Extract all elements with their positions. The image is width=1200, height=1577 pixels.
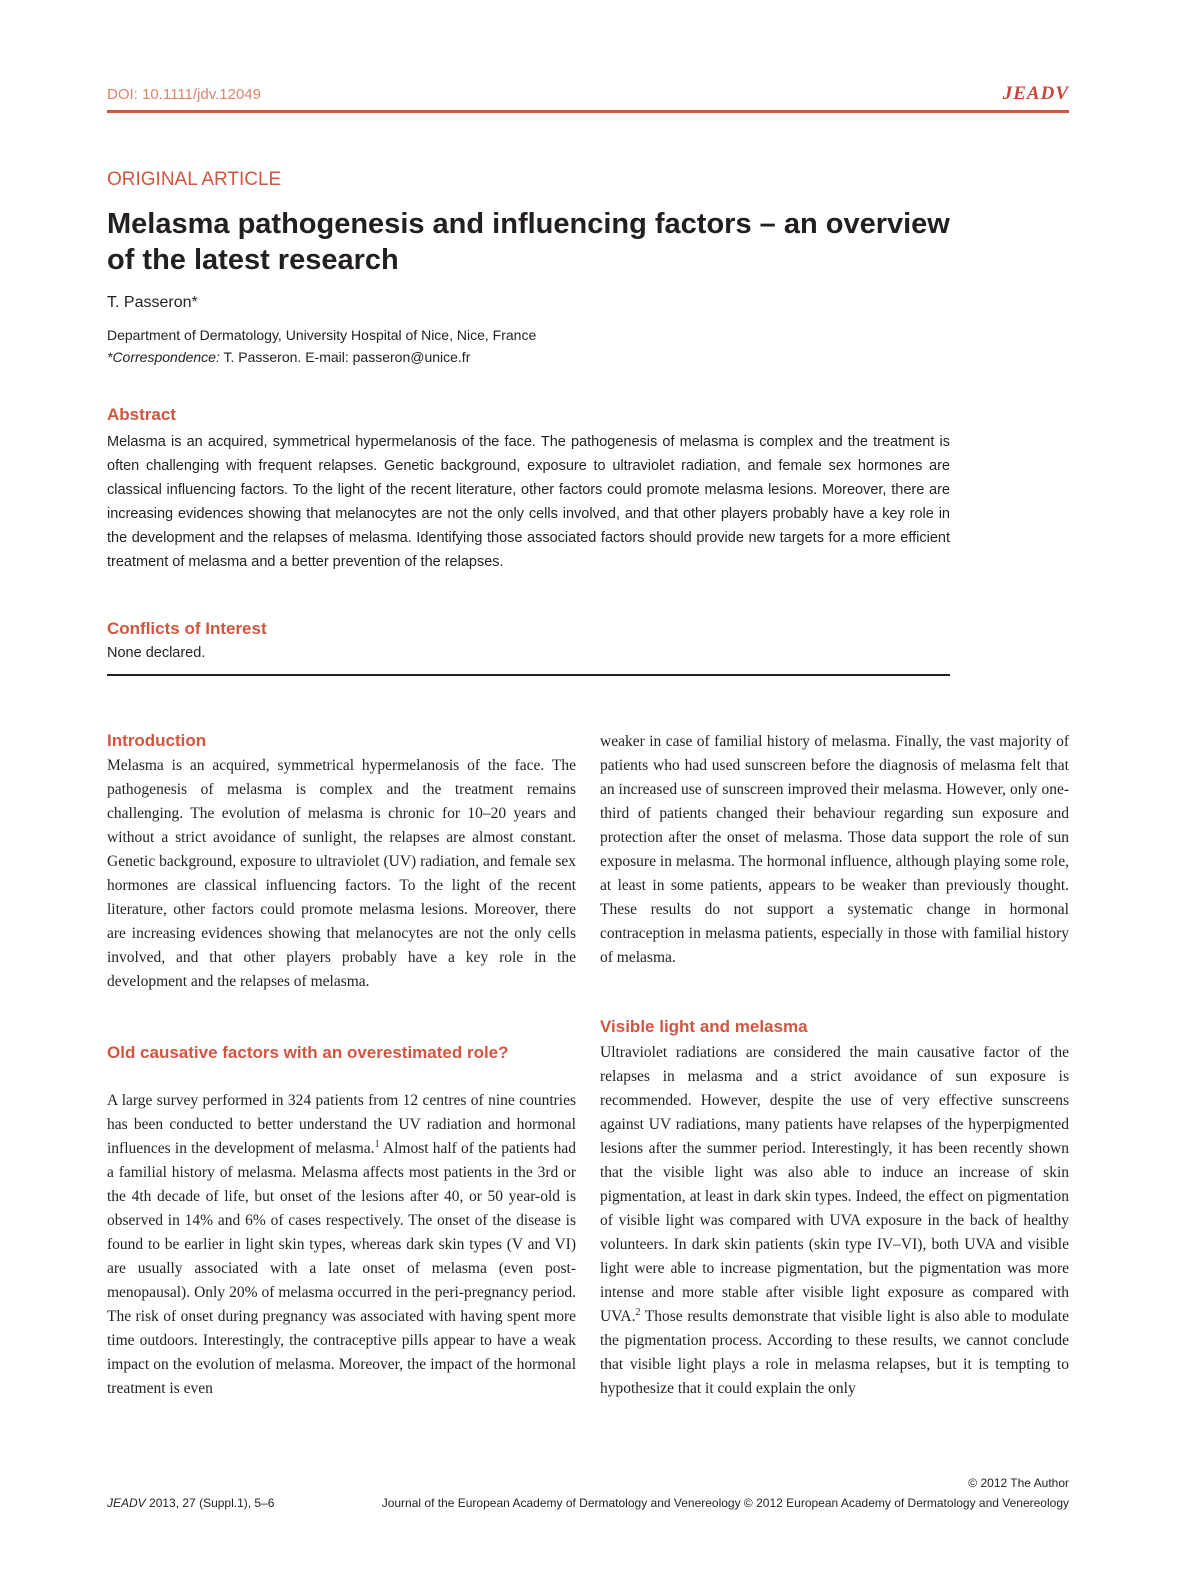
visible-light-heading: Visible light and melasma [600, 1017, 808, 1036]
doi: DOI: 10.1111/jdv.12049 [107, 86, 261, 103]
conflicts-heading: Conflicts of Interest [107, 619, 267, 638]
reference-2[interactable]: 2 [635, 1306, 641, 1318]
correspondence-text: T. Passeron. E-mail: passeron@unice.fr [219, 349, 471, 365]
conflicts-text: None declared. [107, 645, 206, 661]
author: T. Passeron* [107, 294, 198, 311]
abstract-text: Melasma is an acquired, symmetrical hypermelanosis of the face. The pathogenesis of melasma is complex and the treatment is often challenging with frequent relapses. Genetic background, exposure to ultraviolet radiation, and female sex hormones are classical influencing factors. To the light of the recent literature, other factors could promote melasma lesions. Moreover, there are increasing evidences showing that melanocytes are not the only cells involved, and that other players probably have a key role in the development and the relapses of melasma. Identifying those associated factors should provide new targets for a more efficient treatment of melasma and a better prevention of the relapses. [107, 434, 950, 570]
old-factors-text [107, 1089, 576, 1401]
introduction-heading: Introduction [107, 731, 207, 750]
footer-copyright: © 2012 The Author [968, 1476, 1069, 1490]
footer-citation [107, 1496, 274, 1510]
visible-light-text-part-2: Those results demonstrate that visible light is also able to modulate the pigmentation process. According to these results, we cannot conclude that visible light plays a role in melasma relapses, but it is tempting to hypothesize that it could explain the only [600, 1308, 1069, 1397]
journal-logo: JEADV [1002, 83, 1069, 104]
abstract-rule [107, 674, 950, 676]
visible-light-text [600, 1041, 1069, 1401]
visible-light-text-part-1: Ultraviolet radiations are considered the main causative factor of the relapses in melasma and a strict avoidance of sun exposure is recommended. However, despite the use of very effective sunscreens against UV radiations, many patients have relapses of the hyperpigmented lesions after the summer period. Interestingly, it has been recently shown that the visible light was also able to induce an increase of skin pigmentation, at least in dark skin types. Indeed, the effect on pigmentation of visible light was compared with UVA exposure in the back of healthy volunteers. In dark skin patients (skin type IV–VI), both UVA and visible light were able to increase pigmentation, but the pigmentation was more intense and more stable after visible light exposure as compared with UVA. [600, 1044, 1069, 1325]
correspondence-label: *Correspondence: [107, 349, 220, 365]
introduction-text: Melasma is an acquired, symmetrical hypermelanosis of the face. The pathogenesis of melasma is complex and the treatment remains challenging. The evolution of melasma is chronic for 10–20 years and without a strict avoidance of sunlight, the relapses are almost constant. Genetic background, exposure to ultraviolet (UV) radiation, and female sex hormones are classical influencing factors. To the light of the recent literature, other factors could promote melasma lesions. Moreover, there are increasing evidences showing that melanocytes are not the only cells involved, and that other players probably have a key role in the development and the relapses of melasma. [107, 757, 576, 990]
affiliation: Department of Dermatology, University Hospital of Nice, Nice, France [107, 327, 537, 343]
abstract-heading: Abstract [107, 405, 176, 424]
correspondence [107, 349, 470, 365]
header-rule [107, 110, 1069, 113]
old-factors-heading: Old causative factors with an overestimated role? [107, 1043, 509, 1062]
article-title: Melasma pathogenesis and influencing factors – an overview of the latest research [107, 208, 950, 276]
footer-citation-text: 2013, 27 (Suppl.1), 5–6 [145, 1496, 275, 1510]
reference-1[interactable]: 1 [374, 1138, 380, 1150]
article-type: ORIGINAL ARTICLE [107, 169, 282, 190]
footer-journal-name: Journal of the European Academy of Dermatology and Venereology © 2012 European Academy of Dermatology and Venereology [381, 1496, 1069, 1510]
old-factors-text-part-2: Almost half of the patients had a familial history of melasma. Melasma affects most patients in the 3rd or the 4th decade of life, but onset of the lesions after 40, or 50 year-old is observed in 14% and 6% of cases respectively. The onset of the disease is found to be earlier in light skin types, whereas dark skin types (V and VI) are usually associated with a late onset of melasma (even post-menopausal). Only 20% of melasma occurred in the peri-pregnancy period. The risk of onset during pregnancy was associated with having spent more time outdoors. Interestingly, the contraceptive pills appear to have a weak impact on the evolution of melasma. Moreover, the impact of the hormonal treatment is even [107, 1140, 577, 1397]
old-factors-continued-text: weaker in case of familial history of melasma. Finally, the vast majority of patients who had used sunscreen before the diagnosis of melasma felt that an increased use of sunscreen improved their melasma. However, only one-third of patients changed their behaviour regarding sun exposure and protection after the onset of melasma. Those data support the role of sun exposure in melasma. The hormonal influence, although playing some role, at least in some patients, appears to be weaker than previously thought. These results do not support a systematic change in hormonal contraception in melasma patients, especially in those with familial history of melasma. [600, 733, 1069, 966]
old-factors-text-part-1: A large survey performed in 324 patients from 12 centres of nine countries has been conducted to better understand the UV radiation and hormonal influences in the development of melasma. [107, 1092, 576, 1157]
footer-journal-abbrev: JEADV [107, 1496, 146, 1510]
